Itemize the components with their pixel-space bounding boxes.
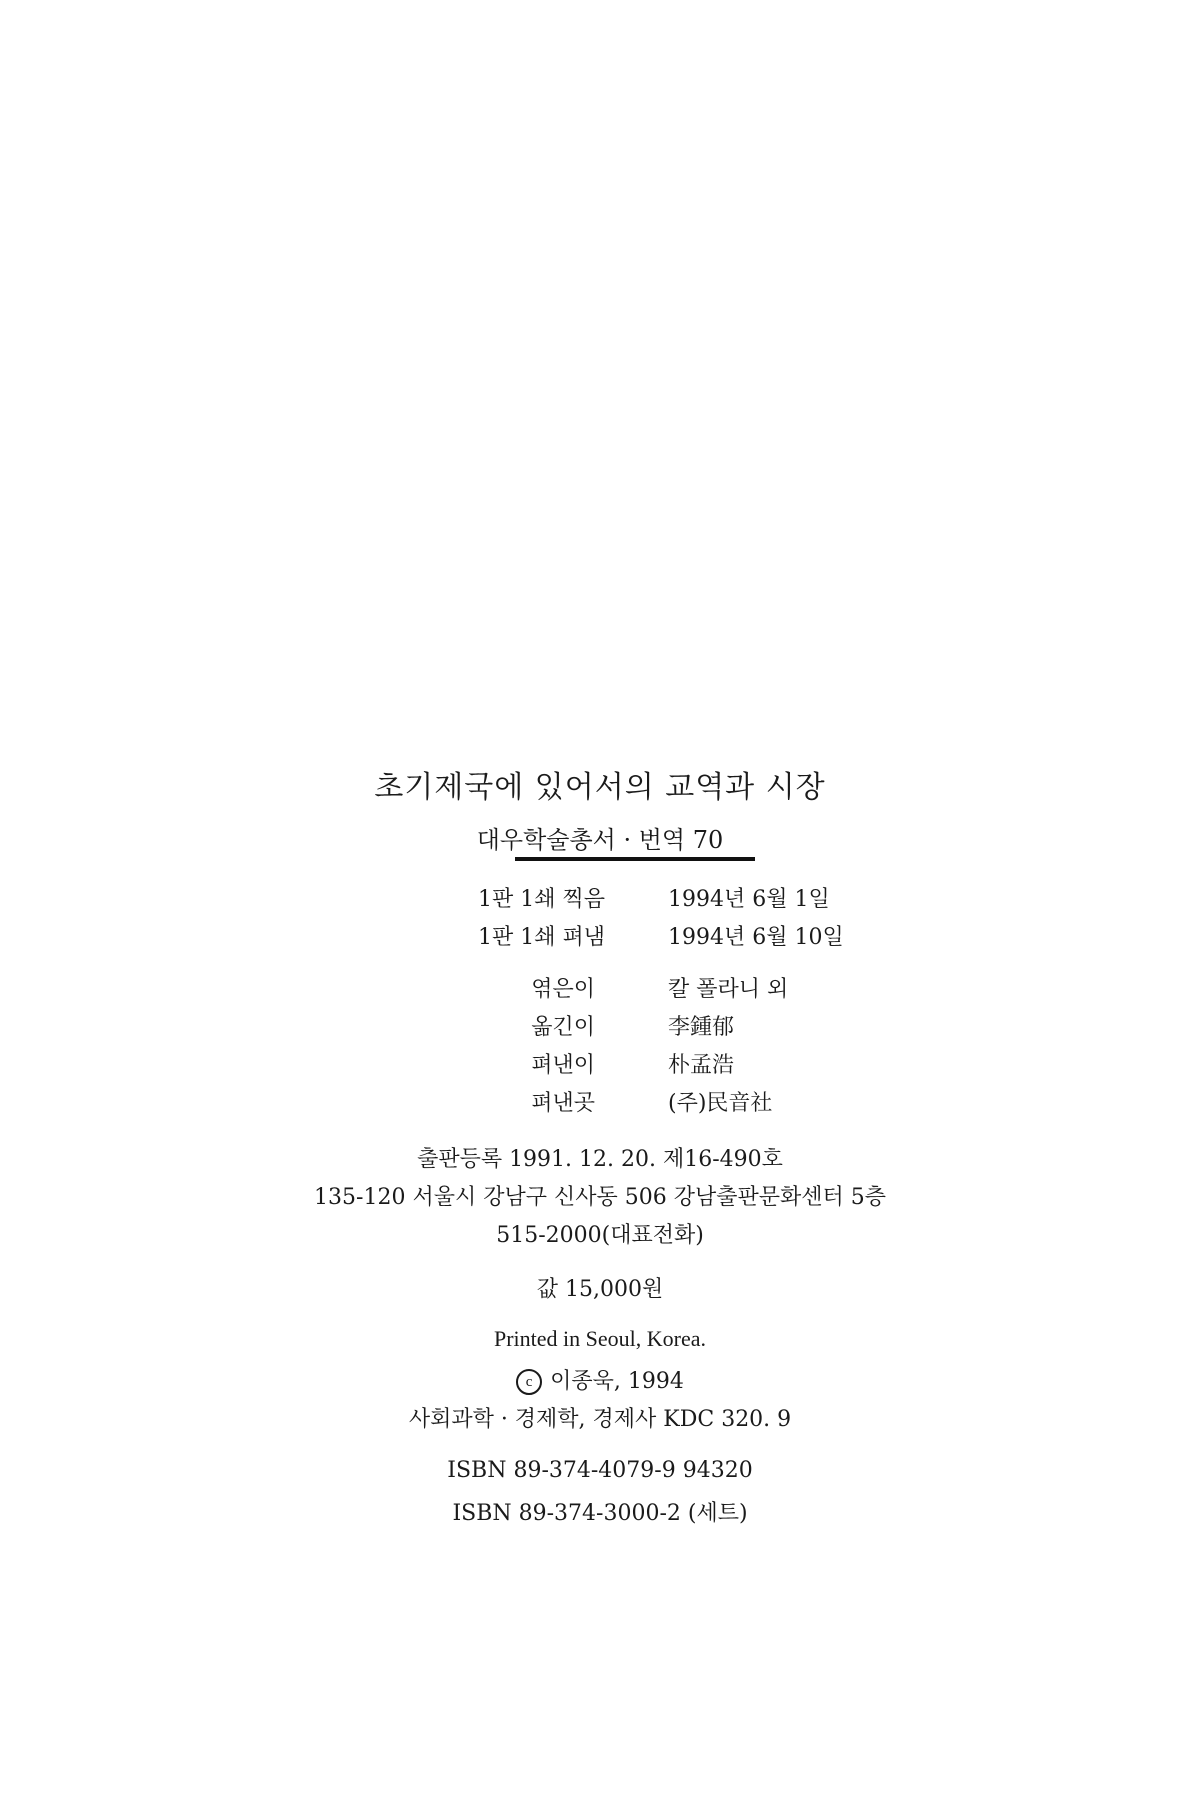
copyright-line (0, 1364, 1200, 1395)
series-underline (515, 857, 755, 861)
series-label: 대우학술총서 · 번역 70 (476, 826, 724, 854)
publisher-address: 135-120 서울시 강남구 신사동 506 강남출판문화센터 5층 (314, 1185, 886, 1210)
credit-role: 옮긴이 (531, 1015, 595, 1040)
credit-role: 펴낸곳 (531, 1091, 595, 1116)
print-history-label: 1판 1쇄 찍음 (478, 887, 605, 912)
price: 값 15,000원 (536, 1277, 664, 1302)
book-title: 초기제국에 있어서의 교역과 시장 (374, 770, 826, 805)
credit-name: 朴孟浩 (668, 1053, 735, 1078)
isbn-set: ISBN 89-374-3000-2 (세트) (452, 1501, 748, 1526)
publisher-phone: 515-2000(대표전화) (496, 1223, 704, 1248)
copyright-symbol: c (516, 1369, 542, 1395)
print-history-date: 1994년 6월 1일 (668, 887, 830, 912)
print-history-date: 1994년 6월 10일 (668, 925, 844, 950)
print-history-label: 1판 1쇄 펴냄 (478, 925, 605, 950)
isbn-volume: ISBN 89-374-4079-9 94320 (447, 1458, 753, 1483)
printed-in: Printed in Seoul, Korea. (493, 1326, 707, 1351)
copyright-holder: 이종욱, 1994 (550, 1369, 684, 1394)
credit-name: 칼 폴라니 외 (668, 977, 789, 1002)
credit-role: 펴낸이 (531, 1053, 595, 1078)
publisher-registration: 출판등록 1991. 12. 20. 제16-490호 (417, 1147, 783, 1172)
classification: 사회과학 · 경제학, 경제사 KDC 320. 9 (408, 1407, 792, 1432)
credit-role: 엮은이 (531, 977, 595, 1002)
credit-name: 李鍾郁 (668, 1015, 735, 1040)
credit-name: (주)民音社 (668, 1091, 773, 1116)
